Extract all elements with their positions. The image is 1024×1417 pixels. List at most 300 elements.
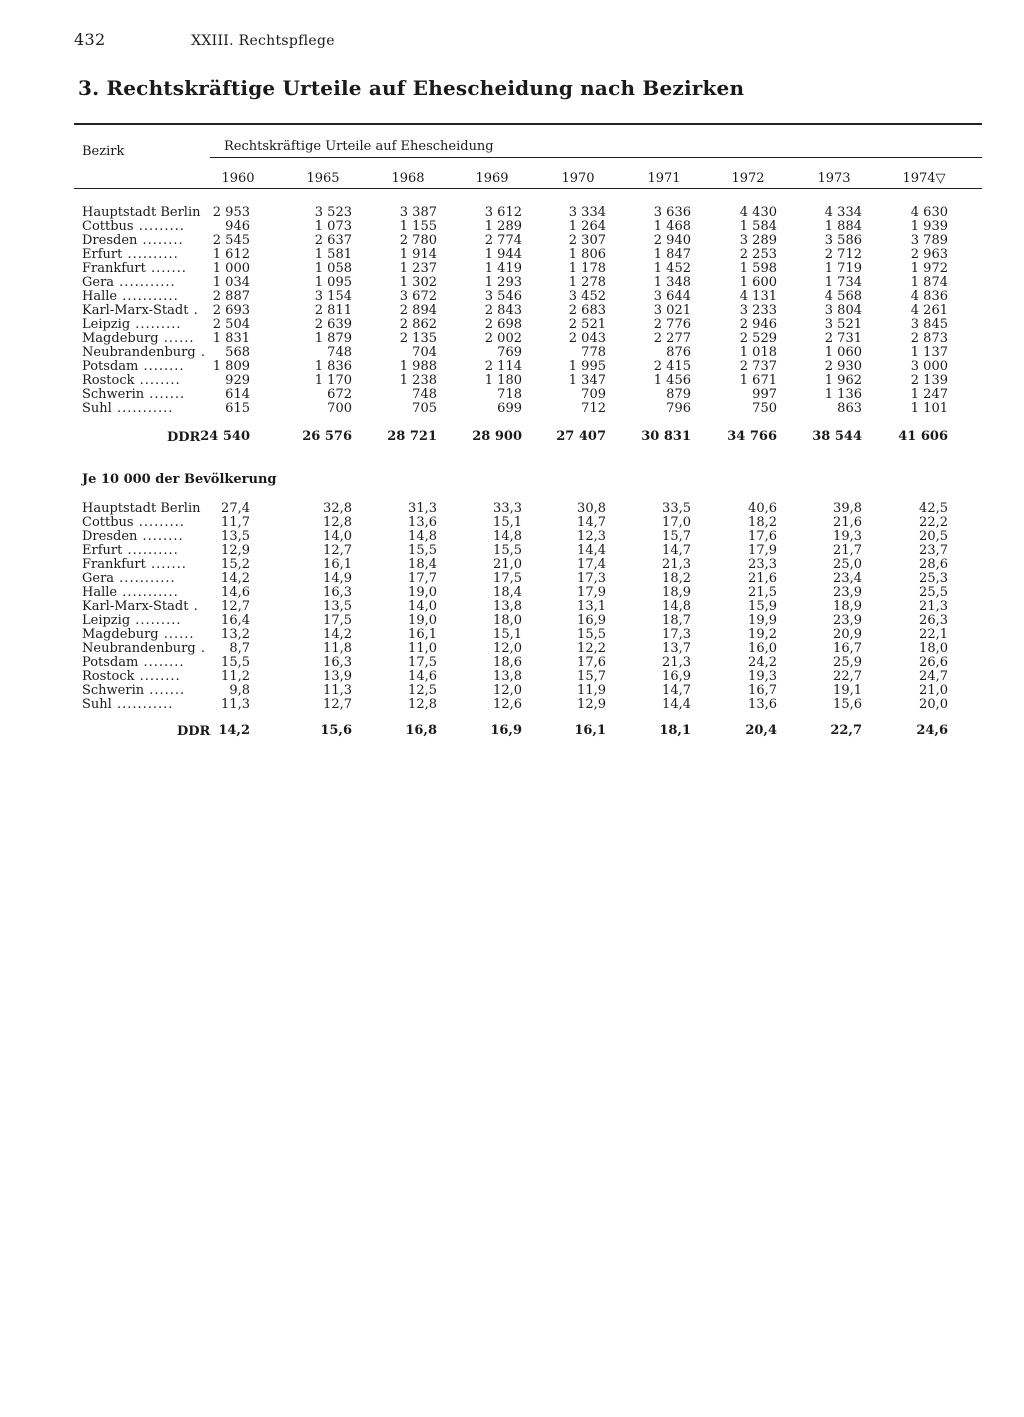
table-cell: 2 135 (399, 331, 437, 346)
table-cell: 2 683 (568, 303, 606, 318)
table-cell: 14,6 (221, 585, 250, 600)
leader-dots: ........ (137, 234, 184, 248)
table-cell: 929 (225, 373, 250, 388)
table-cell: 18,9 (662, 585, 691, 600)
leader-dots: ........... (114, 276, 176, 290)
year-header: 1970 (561, 171, 595, 186)
leader-dots: ....... (144, 684, 186, 698)
bezirk-name: Neubrandenburg (82, 642, 196, 656)
table-cell: 769 (497, 345, 522, 360)
table-cell: 12,8 (408, 697, 437, 712)
table-cell: 15,5 (577, 627, 606, 642)
year-header: 1972 (731, 171, 765, 186)
bezirk-name: Erfurt (82, 248, 123, 262)
table-cell: 14,8 (493, 529, 522, 544)
table-cell: 615 (225, 401, 250, 416)
table-cell: 1 468 (653, 219, 691, 234)
table-cell: 12,3 (577, 529, 606, 544)
table-cell: 1 598 (739, 261, 777, 276)
table-cell: 3 154 (314, 289, 352, 304)
table-cell: 11,8 (323, 641, 352, 656)
table-cell: 3 636 (653, 205, 691, 220)
table-cell: 568 (225, 345, 250, 360)
leader-dots: ........ (134, 670, 181, 684)
table-cell: 14,0 (323, 529, 352, 544)
bezirk-name: Suhl (82, 698, 112, 712)
table-cell: 3 523 (314, 205, 352, 220)
table-cell: 20,5 (919, 529, 948, 544)
table-cell: 796 (666, 401, 691, 416)
table-cell: 16,1 (323, 557, 352, 572)
bezirk-name: Karl-Marx-Stadt (82, 600, 189, 614)
table-cell: 15,1 (493, 627, 522, 642)
bezirk-name: Magdeburg (82, 332, 159, 346)
table-cell: 18,9 (833, 599, 862, 614)
table-cell: 21,3 (919, 599, 948, 614)
table-cell: 11,9 (577, 683, 606, 698)
bezirk-name: Frankfurt (82, 262, 146, 276)
table-cell: 2 277 (653, 331, 691, 346)
table-cell: 12,8 (323, 515, 352, 530)
table-cell: 21,6 (833, 515, 862, 530)
table-cell: 23,3 (748, 557, 777, 572)
bezirk-name: Neubrandenburg (82, 346, 196, 360)
table-cell: 3 000 (910, 359, 948, 374)
page-number: 432 (74, 30, 106, 49)
table-cell: 17,9 (748, 543, 777, 558)
table-cell: 16,3 (323, 655, 352, 670)
table-cell: 17,9 (577, 585, 606, 600)
table-cell: 20,0 (919, 697, 948, 712)
table-cell: 12,9 (221, 543, 250, 558)
leader-dots: . (188, 304, 199, 318)
table-cell: 18,4 (408, 557, 437, 572)
table-cell: 16,3 (323, 585, 352, 600)
table-cell: 3 546 (484, 289, 522, 304)
table-cell: 1 293 (484, 275, 522, 290)
table-cell: 27,4 (221, 501, 250, 516)
table-cell: 16,1 (408, 627, 437, 642)
leader-dots: ........... (117, 290, 179, 304)
table-cell: 19,3 (833, 529, 862, 544)
table-cell: 14,8 (408, 529, 437, 544)
table-cell: 17,5 (493, 571, 522, 586)
table-cell: 19,3 (748, 669, 777, 684)
table-cell: 26,6 (919, 655, 948, 670)
table-cell: 4 261 (910, 303, 948, 318)
bezirk-name: Erfurt (82, 544, 123, 558)
bezirk-name: Magdeburg (82, 628, 159, 642)
table-cell: 12,6 (493, 697, 522, 712)
total-label: DDR (167, 430, 201, 445)
table-cell: 2 946 (739, 317, 777, 332)
table-cell: 1 137 (910, 345, 948, 360)
table-cell: 18,2 (662, 571, 691, 586)
bezirk-name: Rostock (82, 670, 135, 684)
leader-dots: ......... (130, 614, 182, 628)
total-cell: 24,6 (916, 723, 948, 738)
total-cell: 15,6 (320, 723, 352, 738)
year-header: 1971 (647, 171, 681, 186)
table-cell: 17,0 (662, 515, 691, 530)
table-cell: 3 789 (910, 233, 948, 248)
table-cell: 1 238 (399, 373, 437, 388)
table-cell: 2 843 (484, 303, 522, 318)
table-cell: 3 845 (910, 317, 948, 332)
table-cell: 700 (327, 401, 352, 416)
table-cell: 22,2 (919, 515, 948, 530)
table-cell: 24,7 (919, 669, 948, 684)
table-cell: 23,9 (833, 585, 862, 600)
table-cell: 3 452 (568, 289, 606, 304)
table-cell: 1 988 (399, 359, 437, 374)
table-cell: 1 278 (568, 275, 606, 290)
table-cell: 712 (581, 401, 606, 416)
table-cell: 14,7 (662, 683, 691, 698)
leader-dots: . (188, 600, 199, 614)
table-cell: 699 (497, 401, 522, 416)
table-cell: 13,6 (408, 515, 437, 530)
table-cell: 13,5 (221, 529, 250, 544)
table-cell: 2 811 (314, 303, 352, 318)
table-cell: 1 831 (212, 331, 250, 346)
bezirk-name: Cottbus (82, 220, 134, 234)
table-cell: 2 415 (653, 359, 691, 374)
table-cell: 15,5 (221, 655, 250, 670)
table-cell: 42,5 (919, 501, 948, 516)
table-cell: 9,8 (229, 683, 250, 698)
table-cell: 1 884 (824, 219, 862, 234)
table-cell: 1 073 (314, 219, 352, 234)
table-cell: 12,7 (221, 599, 250, 614)
table-cell: 2 043 (568, 331, 606, 346)
table-cell: 2 693 (212, 303, 250, 318)
table-cell: 14,6 (408, 669, 437, 684)
table-cell: 1 719 (824, 261, 862, 276)
table-cell: 3 521 (824, 317, 862, 332)
table-cell: 18,0 (493, 613, 522, 628)
table-cell: 748 (327, 345, 352, 360)
table-cell: 23,4 (833, 571, 862, 586)
table-cell: 1 671 (739, 373, 777, 388)
table-cell: 14,2 (221, 571, 250, 586)
table-cell: 32,8 (323, 501, 352, 516)
table-cell: 14,4 (662, 697, 691, 712)
table-cell: 2 114 (484, 359, 522, 374)
table-cell: 16,0 (748, 641, 777, 656)
table-cell: 17,4 (577, 557, 606, 572)
table-cell: 12,0 (493, 641, 522, 656)
table-cell: 14,8 (662, 599, 691, 614)
table-cell: 1 809 (212, 359, 250, 374)
table-cell: 946 (225, 219, 250, 234)
table-cell: 718 (497, 387, 522, 402)
leader-dots: ......... (130, 318, 182, 332)
total-cell: 20,4 (745, 723, 777, 738)
table-cell: 1 155 (399, 219, 437, 234)
total-cell: 41 606 (898, 429, 948, 444)
table-cell: 4 630 (910, 205, 948, 220)
table-cell: 2 930 (824, 359, 862, 374)
running-head (74, 30, 335, 49)
table-cell: 1 101 (910, 401, 948, 416)
table-cell: 21,6 (748, 571, 777, 586)
table-cell: 1 581 (314, 247, 352, 262)
leader-dots: ....... (144, 388, 186, 402)
leader-dots: ....... (145, 558, 187, 572)
table-cell: 2 737 (739, 359, 777, 374)
table-cell: 18,2 (748, 515, 777, 530)
bezirk-name: Dresden (82, 530, 138, 544)
table-cell: 15,2 (221, 557, 250, 572)
total-cell: 22,7 (830, 723, 862, 738)
table-cell: 1 962 (824, 373, 862, 388)
table-cell: 23,9 (833, 613, 862, 628)
bezirk-name: Halle (82, 290, 118, 304)
total-cell: 27 407 (556, 429, 606, 444)
table-cell: 19,2 (748, 627, 777, 642)
table-cell: 2 637 (314, 233, 352, 248)
table-cell: 750 (752, 401, 777, 416)
leader-dots: . (195, 346, 206, 360)
table-cell: 21,0 (493, 557, 522, 572)
table-cell: 14,0 (408, 599, 437, 614)
table-cell: 2 139 (910, 373, 948, 388)
table-cell: 17,5 (408, 655, 437, 670)
table-cell: 12,0 (493, 683, 522, 698)
table-cell: 31,3 (408, 501, 437, 516)
table-cell: 13,1 (577, 599, 606, 614)
bezirk-name: Suhl (82, 402, 112, 416)
table-cell: 997 (752, 387, 777, 402)
table-cell: 15,6 (833, 697, 862, 712)
table-cell: 33,3 (493, 501, 522, 516)
bezirk-name: Cottbus (82, 516, 134, 530)
year-header: 1974▽ (902, 171, 946, 186)
table-cell: 2 873 (910, 331, 948, 346)
table-cell: 704 (412, 345, 437, 360)
header-bottom-rule (74, 188, 982, 189)
leader-dots: ......... (133, 220, 185, 234)
table-cell: 15,9 (748, 599, 777, 614)
table-cell: 1 060 (824, 345, 862, 360)
table-cell: 17,6 (748, 529, 777, 544)
table-cell: 2 780 (399, 233, 437, 248)
table-cell: 1 289 (484, 219, 522, 234)
table-cell: 21,3 (662, 557, 691, 572)
table-cell: 17,7 (408, 571, 437, 586)
table-cell: 1 180 (484, 373, 522, 388)
table-cell: 22,1 (919, 627, 948, 642)
total-cell: 24 540 (200, 429, 250, 444)
table-cell: 15,5 (408, 543, 437, 558)
table-cell: 13,2 (221, 627, 250, 642)
leader-dots: . (195, 642, 206, 656)
table-cell: 28,6 (919, 557, 948, 572)
bezirk-name: Gera (82, 572, 115, 586)
table-cell: 1 034 (212, 275, 250, 290)
table-cell: 14,4 (577, 543, 606, 558)
table-cell: 17,6 (577, 655, 606, 670)
table-cell: 1 058 (314, 261, 352, 276)
table-cell: 876 (666, 345, 691, 360)
leader-dots: ........... (117, 586, 179, 600)
total-cell: 28 721 (387, 429, 437, 444)
leader-dots: ........... (114, 572, 176, 586)
table-cell: 1 264 (568, 219, 606, 234)
table-cell: 16,7 (833, 641, 862, 656)
table-cell: 20,9 (833, 627, 862, 642)
table-cell: 15,7 (577, 669, 606, 684)
bezirk-name: Dresden (82, 234, 138, 248)
table-cell: 18,0 (919, 641, 948, 656)
table-cell: 3 021 (653, 303, 691, 318)
bezirk-name: Potsdam (82, 656, 139, 670)
bezirk-name: Hauptstadt Berlin (82, 206, 201, 220)
table-cell: 8,7 (229, 641, 250, 656)
table-cell: 2 862 (399, 317, 437, 332)
year-header: 1968 (391, 171, 425, 186)
table-cell: 1 734 (824, 275, 862, 290)
table-cell: 14,9 (323, 571, 352, 586)
table-cell: 614 (225, 387, 250, 402)
group-header-rule (210, 157, 982, 158)
table-cell: 3 387 (399, 205, 437, 220)
year-header: 1965 (306, 171, 340, 186)
year-header: 1960 (221, 171, 255, 186)
bezirk-name: Schwerin (82, 388, 145, 402)
bezirk-name: Frankfurt (82, 558, 146, 572)
table-cell: 672 (327, 387, 352, 402)
table-top-rule (74, 123, 982, 125)
bezirk-name: Potsdam (82, 360, 139, 374)
table-cell: 1 995 (568, 359, 606, 374)
table-cell: 1 914 (399, 247, 437, 262)
table-cell: 2 504 (212, 317, 250, 332)
total-cell: 26 576 (302, 429, 352, 444)
bezirk-name: Schwerin (82, 684, 145, 698)
table-cell: 14,7 (662, 543, 691, 558)
table-cell: 2 712 (824, 247, 862, 262)
column-header-bezirk: Bezirk (82, 144, 125, 159)
year-header: 1973 (817, 171, 851, 186)
per-10000-heading: Je 10 000 der Bevölkerung (82, 472, 277, 487)
table-cell: 15,7 (662, 529, 691, 544)
table-cell: 21,3 (662, 655, 691, 670)
table-cell: 30,8 (577, 501, 606, 516)
table-cell: 11,3 (323, 683, 352, 698)
leader-dots: .......... (122, 544, 179, 558)
table-cell: 2 307 (568, 233, 606, 248)
table-cell: 25,5 (919, 585, 948, 600)
table-cell: 16,9 (662, 669, 691, 684)
total-cell: 14,2 (218, 723, 250, 738)
leader-dots: ........... (111, 698, 174, 712)
table-cell: 4 430 (739, 205, 777, 220)
table-cell: 39,8 (833, 501, 862, 516)
table-cell: 1 237 (399, 261, 437, 276)
table-cell: 26,3 (919, 613, 948, 628)
table-cell: 3 644 (653, 289, 691, 304)
table-cell: 23,7 (919, 543, 948, 558)
table-cell: 3 289 (739, 233, 777, 248)
bezirk-name: Leipzig (82, 318, 131, 332)
column-group-header: Rechtskräftige Urteile auf Ehescheidung (224, 139, 494, 154)
table-cell: 2 529 (739, 331, 777, 346)
table-cell: 1 972 (910, 261, 948, 276)
table-cell: 18,7 (662, 613, 691, 628)
bezirk-name: Rostock (82, 374, 135, 388)
table-cell: 1 600 (739, 275, 777, 290)
table-cell: 12,7 (323, 543, 352, 558)
table-cell: 4 836 (910, 289, 948, 304)
table-cell: 17,3 (662, 627, 691, 642)
table-cell: 1 612 (212, 247, 250, 262)
table-cell: 2 774 (484, 233, 522, 248)
table-cell: 25,3 (919, 571, 948, 586)
table-cell: 21,5 (748, 585, 777, 600)
table-cell: 19,0 (408, 585, 437, 600)
table-cell: 11,2 (221, 669, 250, 684)
table-cell: 19,0 (408, 613, 437, 628)
total-cell: 16,1 (574, 723, 606, 738)
table-cell: 13,7 (662, 641, 691, 656)
table-cell: 12,2 (577, 641, 606, 656)
leader-dots: ........ (134, 374, 181, 388)
total-label: DDR (177, 724, 211, 739)
year-header: 1969 (475, 171, 509, 186)
table-cell: 1 944 (484, 247, 522, 262)
table-cell: 19,1 (833, 683, 862, 698)
table-cell: 3 586 (824, 233, 862, 248)
total-cell: 30 831 (641, 429, 691, 444)
table-cell: 1 419 (484, 261, 522, 276)
table-cell: 2 698 (484, 317, 522, 332)
table-cell: 709 (581, 387, 606, 402)
table-cell: 1 302 (399, 275, 437, 290)
table-cell: 2 776 (653, 317, 691, 332)
table-cell: 11,3 (221, 697, 250, 712)
table-cell: 2 545 (212, 233, 250, 248)
table-cell: 1 018 (739, 345, 777, 360)
total-cell: 34 766 (727, 429, 777, 444)
table-cell: 1 136 (824, 387, 862, 402)
total-cell: 38 544 (812, 429, 862, 444)
table-cell: 16,9 (577, 613, 606, 628)
table-cell: 21,0 (919, 683, 948, 698)
bezirk-name: Halle (82, 586, 118, 600)
total-cell: 16,9 (490, 723, 522, 738)
table-cell: 40,6 (748, 501, 777, 516)
table-cell: 14,2 (323, 627, 352, 642)
table-cell: 1 348 (653, 275, 691, 290)
table-cell: 3 672 (399, 289, 437, 304)
table-cell: 13,9 (323, 669, 352, 684)
bezirk-name: Leipzig (82, 614, 131, 628)
table-cell: 25,0 (833, 557, 862, 572)
table-cell: 3 612 (484, 205, 522, 220)
total-cell: 18,1 (659, 723, 691, 738)
table-cell: 4 568 (824, 289, 862, 304)
leader-dots: ........ (138, 656, 185, 670)
table-cell: 1 247 (910, 387, 948, 402)
table-cell: 879 (666, 387, 691, 402)
table-cell: 2 887 (212, 289, 250, 304)
leader-dots: ....... (145, 262, 187, 276)
table-cell: 16,7 (748, 683, 777, 698)
table-cell: 2 002 (484, 331, 522, 346)
total-cell: 16,8 (405, 723, 437, 738)
